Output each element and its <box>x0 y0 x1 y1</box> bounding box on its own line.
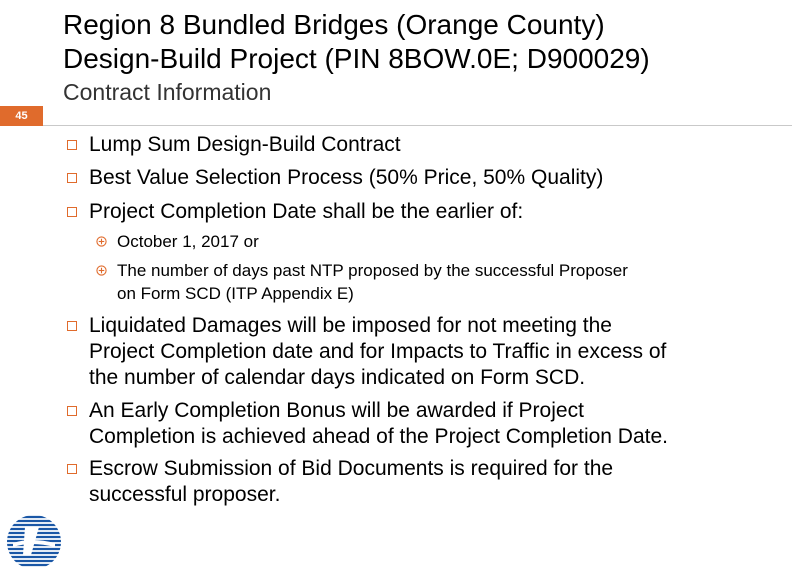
hollow-square-icon <box>67 321 77 331</box>
bullet-line: Escrow Submission of Bid Documents is required for the <box>89 457 614 480</box>
bullet-item <box>89 313 666 391</box>
circled-cross-icon <box>96 265 107 276</box>
bullet-line: the number of calendar days indicated on Form SCD. <box>89 366 586 389</box>
bullet-item <box>89 456 613 508</box>
sub-bullet-item-continued: on Form SCD (ITP Appendix E) <box>117 284 354 303</box>
bullet-line: Project Completion date and for Impacts to Traffic in excess of <box>89 340 667 363</box>
hollow-square-icon <box>67 464 77 474</box>
bullet-item <box>89 398 668 450</box>
bullet-line: An Early Completion Bonus will be awarded if Project <box>89 399 584 422</box>
slide-title <box>63 8 650 76</box>
bullet-line: successful proposer. <box>89 483 281 506</box>
title-line-2: Design-Build Project (PIN 8BOW.0E; D900029) <box>63 43 650 74</box>
bullet-item: Lump Sum Design-Build Contract <box>89 133 401 156</box>
slide-subtitle: Contract Information <box>63 79 272 105</box>
hollow-square-icon <box>67 406 77 416</box>
nysdot-logo <box>5 513 63 571</box>
bullet-line: Liquidated Damages will be imposed for not meeting the <box>89 314 612 337</box>
page-number: 45 <box>15 110 28 122</box>
hollow-square-icon <box>67 173 77 183</box>
bullet-item: Project Completion Date shall be the earlier of: <box>89 200 524 223</box>
bullet-item: Best Value Selection Process (50% Price, 50% Quality) <box>89 166 604 189</box>
hollow-square-icon <box>67 207 77 217</box>
header-divider <box>43 125 792 126</box>
sub-bullet-item: October 1, 2017 or <box>117 232 259 251</box>
hollow-square-icon <box>67 140 77 150</box>
bullet-line: Completion is achieved ahead of the Project Completion Date. <box>89 425 668 448</box>
sub-bullet-item: The number of days past NTP proposed by the successful Proposer <box>117 261 628 280</box>
circled-cross-icon <box>96 236 107 247</box>
title-line-1: Region 8 Bundled Bridges (Orange County) <box>63 9 605 40</box>
